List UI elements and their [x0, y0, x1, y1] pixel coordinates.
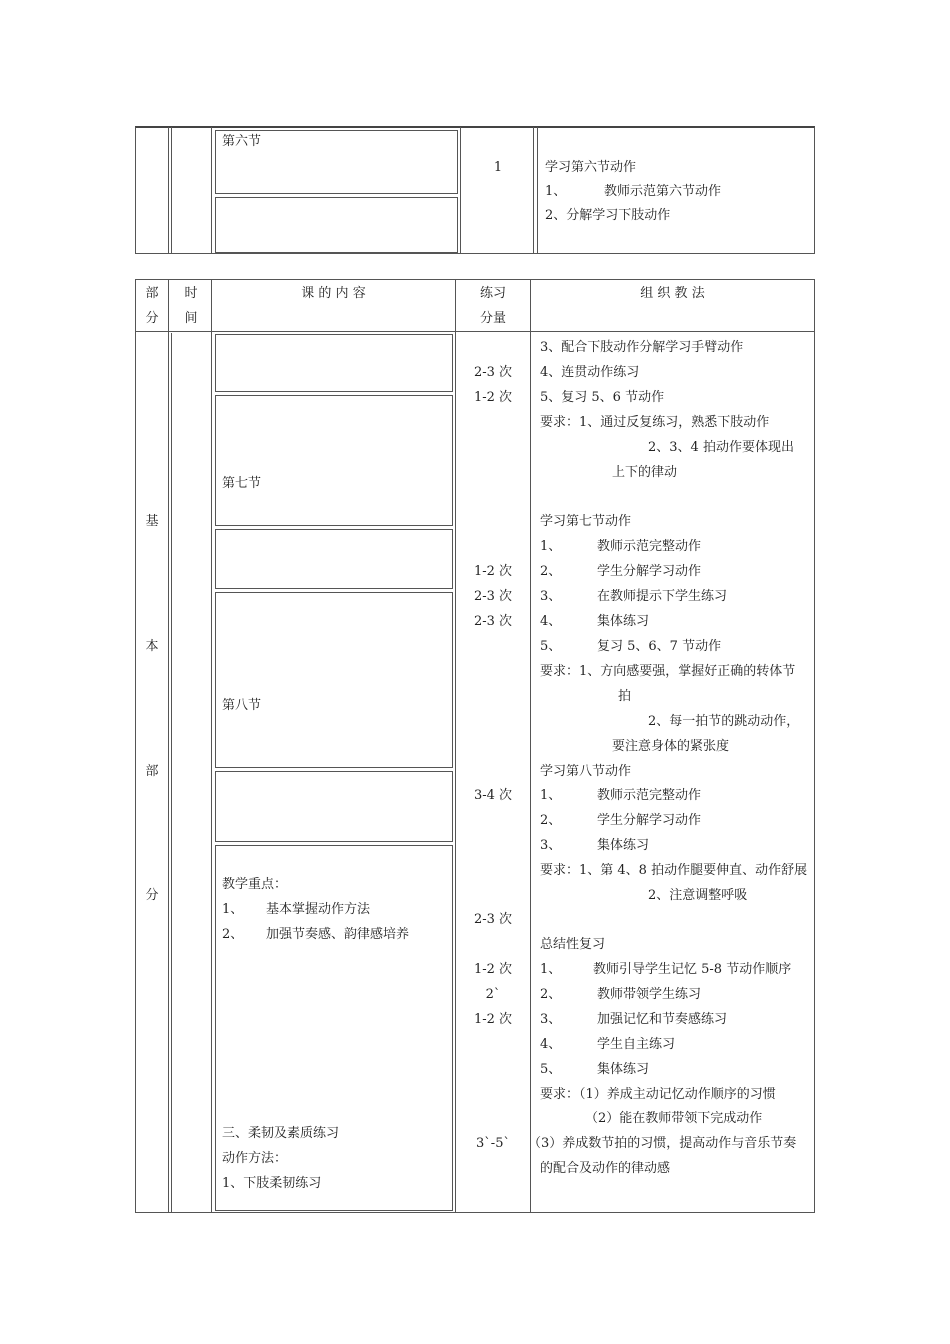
method-line: 学生自主练习: [597, 1037, 676, 1052]
amount: 1-2 次: [473, 1012, 513, 1027]
amount: 2-3 次: [473, 365, 513, 380]
method-num: 1、: [540, 962, 562, 977]
method-num: 4、: [540, 614, 562, 629]
content-cell: [215, 771, 453, 842]
method-line: 教师示范完整动作: [597, 788, 702, 803]
key-point: 基本掌握动作方法: [266, 902, 371, 917]
amount: 1-2 次: [473, 390, 513, 405]
amount: 1-2 次: [473, 962, 513, 977]
method-line: 3、配合下肢动作分解学习手臂动作: [540, 340, 744, 355]
amount: 2`: [485, 987, 501, 1002]
header-amount-1: 练习: [479, 286, 506, 301]
method-num: 3、: [540, 1012, 562, 1027]
amount: 3-4 次: [473, 788, 513, 803]
method-line: 2、注意调整呼吸: [648, 888, 748, 903]
method-line: 拍: [618, 689, 632, 704]
header-content: 课 的 内 容: [301, 286, 366, 301]
method-num: 5、: [540, 639, 562, 654]
section7-title: 第七节: [222, 476, 262, 491]
method-line: 集体练习: [597, 614, 650, 629]
method-line: 4、连贯动作练习: [540, 365, 640, 380]
method-line: 5、复习 5、6 节动作: [540, 390, 665, 405]
method-line: 总结性复习: [540, 937, 606, 952]
header-time-1: 时: [184, 286, 198, 301]
method-line: 学生分解学习动作: [597, 564, 702, 579]
header-method: 组 织 教 法: [640, 286, 705, 301]
content-cell-empty: [215, 197, 458, 253]
method-line: 学习第六节动作: [545, 160, 637, 175]
method-line: 要求：1、第 4、8 拍动作腿要伸直、动作舒展: [540, 863, 808, 878]
method-num: 2、: [540, 564, 562, 579]
method-line: 1、: [545, 184, 567, 199]
method-line: （2）能在教师带领下完成动作: [585, 1111, 763, 1126]
content-cell: [215, 529, 453, 589]
method-line: 上下的律动: [612, 465, 678, 480]
key-point-num: 1、: [222, 902, 244, 917]
method-line: 要求：1、通过反复练习，熟悉下肢动作: [540, 415, 770, 430]
method-line: 复习 5、6、7 节动作: [597, 639, 722, 654]
method-line: 加强记忆和节奏感练习: [597, 1012, 728, 1027]
method-line: 2、3、4 拍动作要体现出: [648, 440, 794, 455]
amount: 2-3 次: [473, 589, 513, 604]
key-points-title: 教学重点：: [222, 877, 288, 892]
method-line: 集体练习: [597, 1062, 650, 1077]
method-line: 要注意身体的紧张度: [612, 739, 730, 754]
amount: 2-3 次: [473, 912, 513, 927]
key-point-num: 2、: [222, 927, 244, 942]
content-cell-section8: [215, 592, 453, 768]
method-line: 2、每一拍节的跳动动作，: [648, 714, 800, 729]
method-line: 的配合及动作的律动感: [540, 1161, 671, 1176]
content-cell: [215, 334, 453, 392]
method-num: 2、: [540, 987, 562, 1002]
amount: 1-2 次: [473, 564, 513, 579]
method-num: 1、: [540, 539, 562, 554]
method-line: （3）养成数节拍的习惯，提高动作与音乐节奏: [528, 1136, 797, 1151]
amount: 2-3 次: [473, 614, 513, 629]
method-line: 教师带领学生练习: [597, 987, 702, 1002]
part-char: 部: [145, 764, 159, 779]
method-line: 学生分解学习动作: [597, 813, 702, 828]
method-line: 在教师提示下学生练习: [597, 589, 728, 604]
method-line: 集体练习: [597, 838, 650, 853]
part3-method: 动作方法：: [222, 1151, 288, 1166]
part-char: 分: [145, 888, 159, 903]
method-num: 5、: [540, 1062, 562, 1077]
key-point: 加强节奏感、韵律感培养: [266, 927, 410, 942]
method-line: 学习第七节动作: [540, 514, 632, 529]
part3-item: 1、下肢柔韧练习: [222, 1176, 322, 1191]
method-line: 要求：（1）养成主动记忆动作顺序的习惯: [540, 1087, 776, 1102]
section6-title: 第六节: [222, 134, 262, 149]
method-line: 教师示范完整动作: [597, 539, 702, 554]
method-line: 学习第八节动作: [540, 764, 632, 779]
method-num: 4、: [540, 1037, 562, 1052]
method-num: 2、: [540, 813, 562, 828]
amount: 3`-5`: [476, 1136, 510, 1151]
section8-title: 第八节: [222, 698, 262, 713]
content-cell-section7: [215, 395, 453, 526]
part3-title: 三、柔韧及素质练习: [222, 1126, 340, 1141]
header-part-2: 分: [145, 311, 159, 326]
header-amount-2: 分量: [479, 311, 506, 326]
method-line: 教师引导学生记忆 5-8 节动作顺序: [593, 962, 792, 977]
method-num: 3、: [540, 838, 562, 853]
method-line: 要求：1、方向感要强，掌握好正确的转体节: [540, 664, 796, 679]
header-part-1: 部: [145, 286, 159, 301]
part-char: 基: [145, 514, 159, 529]
part-char: 本: [145, 639, 159, 654]
practice-amount: 1: [493, 160, 503, 175]
method-num: 1、: [540, 788, 562, 803]
method-line: 2、分解学习下肢动作: [545, 208, 671, 223]
method-line: 教师示范第六节动作: [604, 184, 722, 199]
method-num: 3、: [540, 589, 562, 604]
header-time-2: 间: [184, 311, 198, 326]
